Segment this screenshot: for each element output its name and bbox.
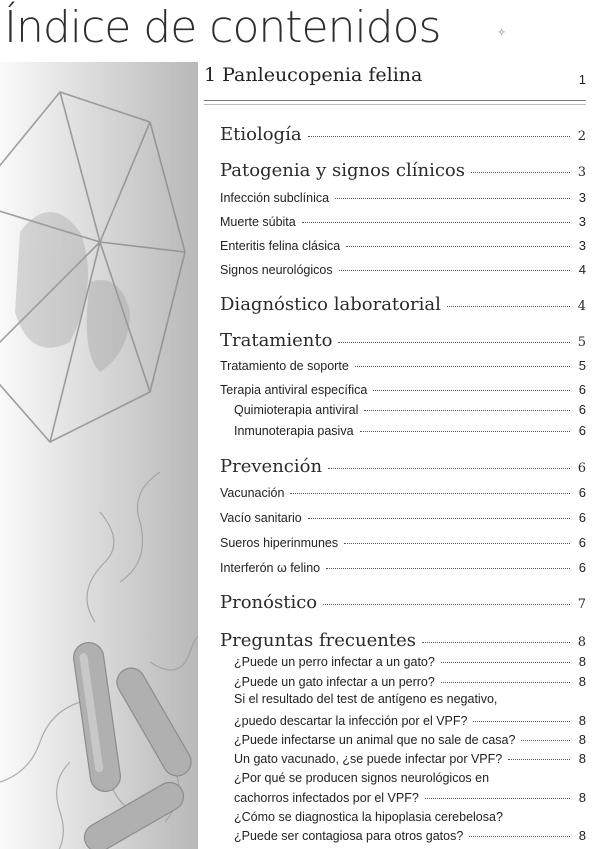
toc-question-8[interactable] xyxy=(234,828,586,843)
toc-entry-label: ¿Puede un perro infectar a un gato? xyxy=(234,655,435,669)
toc-entry-quimioterapia[interactable] xyxy=(234,402,586,417)
toc-entry-infeccion-subclinica[interactable] xyxy=(220,190,586,205)
toc-question-6-line1[interactable]: ¿Por qué se producen signos neurológicos en xyxy=(234,771,490,785)
toc-entry-label: Un gato vacunado, ¿se puede infectar por VPF? xyxy=(234,752,503,766)
page-title: Índice de contenidos xyxy=(4,2,441,53)
dot-leader xyxy=(346,246,570,247)
toc-question-3-line1[interactable]: Si el resultado del test de antígeno es negativo, xyxy=(234,692,498,706)
toc-entry-preguntas[interactable] xyxy=(220,630,586,651)
chapter-title: 1 Panleucopenia felina xyxy=(204,64,423,86)
dot-leader xyxy=(308,136,570,137)
toc-entry-label: Tratamiento de soporte xyxy=(220,359,349,373)
dot-leader xyxy=(323,604,570,605)
toc-entry-label: Enteritis felina clásica xyxy=(220,239,341,253)
toc-entry-label: Pronóstico xyxy=(220,592,318,613)
toc-entry-muerte-subita[interactable] xyxy=(220,214,586,229)
toc-entry-page: 4 xyxy=(577,299,586,314)
dot-leader xyxy=(441,662,570,663)
toc-entry-diagnostico[interactable] xyxy=(220,294,586,315)
dot-leader xyxy=(355,366,570,367)
toc-entry-label: Infección subclínica xyxy=(220,191,330,205)
toc-entry-label: Vacío sanitario xyxy=(220,511,302,525)
toc-entry-sueros[interactable] xyxy=(220,535,586,550)
scan-mark: ✧ xyxy=(497,27,507,39)
dot-leader xyxy=(471,172,570,173)
toc-entry-page: 5 xyxy=(577,335,586,350)
chapter-rule xyxy=(204,100,586,105)
dot-leader xyxy=(344,543,570,544)
toc-entry-page: 8 xyxy=(578,713,586,728)
toc-entry-inmunoterapia[interactable] xyxy=(234,423,586,438)
toc-entry-page: 7 xyxy=(577,597,586,612)
toc-entry-page: 8 xyxy=(578,790,586,805)
toc-entry-label: Interferón ω felino xyxy=(220,561,321,575)
toc-entry-prevencion[interactable] xyxy=(220,456,586,477)
toc-entry-page: 8 xyxy=(578,751,586,766)
dot-leader xyxy=(508,759,570,760)
toc-entry-label: Vacunación xyxy=(220,486,285,500)
toc-entry-label: Quimioterapia antiviral xyxy=(234,403,359,417)
toc-entry-label: ¿puedo descartar la infección por el VPF? xyxy=(234,714,468,728)
toc-entry-page: 8 xyxy=(578,674,586,689)
dot-leader xyxy=(335,198,570,199)
toc-question-1[interactable] xyxy=(234,654,586,669)
toc-entry-etiologia[interactable] xyxy=(220,124,586,145)
toc-entry-label: Patogenia y signos clínicos xyxy=(220,160,465,181)
toc-entry-page: 2 xyxy=(577,129,586,144)
toc-entry-label: Prevención xyxy=(220,456,323,477)
toc-entry-interferon[interactable] xyxy=(220,560,586,575)
toc-entry-label: Inmunoterapia pasiva xyxy=(234,424,354,438)
toc-entry-page: 3 xyxy=(577,165,586,180)
toc-entry-page: 6 xyxy=(578,560,586,575)
toc-entry-label: Terapia antiviral específica xyxy=(220,383,368,397)
dot-leader xyxy=(339,270,570,271)
toc-entry-page: 8 xyxy=(578,732,586,747)
toc-entry-label: Diagnóstico laboratorial xyxy=(220,294,441,315)
toc-question-6[interactable] xyxy=(234,790,586,805)
dot-leader xyxy=(326,568,570,569)
toc-entry-page: 6 xyxy=(578,510,586,525)
toc-entry-label: cachorros infectados por el VPF? xyxy=(234,791,419,805)
toc-entry-page: 6 xyxy=(578,382,586,397)
toc-entry-page: 6 xyxy=(578,485,586,500)
toc-question-4[interactable] xyxy=(234,732,586,747)
toc-entry-page: 3 xyxy=(578,238,586,253)
toc-entry-vacunacion[interactable] xyxy=(220,485,586,500)
dot-leader xyxy=(521,740,570,741)
toc-entry-label: ¿Puede un gato infectar a un perro? xyxy=(234,675,435,689)
dot-leader xyxy=(473,721,570,722)
dot-leader xyxy=(290,493,570,494)
dot-leader xyxy=(302,222,570,223)
toc-entry-label: Etiología xyxy=(220,124,302,145)
dot-leader xyxy=(360,431,570,432)
toc-entry-label: ¿Puede infectarse un animal que no sale de casa? xyxy=(234,733,516,747)
toc-question-7[interactable]: ¿Cómo se diagnostica la hipoplasia cerebelosa? xyxy=(234,810,503,824)
dot-leader xyxy=(373,390,570,391)
dot-leader xyxy=(328,468,570,469)
toc-question-3[interactable] xyxy=(234,713,586,728)
toc-entry-page: 4 xyxy=(578,262,586,277)
toc-question-2[interactable] xyxy=(234,674,586,689)
toc-entry-page: 3 xyxy=(578,214,586,229)
toc-entry-enteritis[interactable] xyxy=(220,238,586,253)
toc-entry-label: Signos neurológicos xyxy=(220,263,333,277)
toc-entry-page: 6 xyxy=(578,535,586,550)
toc-entry-tratamiento-soporte[interactable] xyxy=(220,358,586,373)
dot-leader xyxy=(447,306,570,307)
toc-entry-label: Sueros hiperinmunes xyxy=(220,536,339,550)
dot-leader xyxy=(422,642,570,643)
dot-leader xyxy=(441,682,570,683)
chapter-page-number: 1 xyxy=(578,72,586,87)
chapter-heading[interactable] xyxy=(204,64,586,86)
toc-entry-signos-neurologicos[interactable] xyxy=(220,262,586,277)
dot-leader xyxy=(425,798,570,799)
toc-entry-label: Tratamiento xyxy=(220,330,333,351)
dot-leader xyxy=(338,342,570,343)
toc-entry-terapia-antiviral[interactable] xyxy=(220,382,586,397)
toc-entry-vacio-sanitario[interactable] xyxy=(220,510,586,525)
toc-entry-pronostico[interactable] xyxy=(220,592,586,613)
toc-entry-page: 8 xyxy=(578,828,586,843)
dot-leader xyxy=(308,518,570,519)
toc-entry-page: 6 xyxy=(578,402,586,417)
toc-entry-label: ¿Puede ser contagiosa para otros gatos? xyxy=(234,829,464,843)
toc-entry-patogenia[interactable] xyxy=(220,160,586,181)
toc-entry-page: 8 xyxy=(578,654,586,669)
toc-entry-page: 6 xyxy=(577,461,586,476)
toc-entry-page: 5 xyxy=(578,358,586,373)
dot-leader xyxy=(364,410,570,411)
toc-entry-label: Preguntas frecuentes xyxy=(220,630,416,651)
toc-question-5[interactable] xyxy=(234,751,586,766)
toc-entry-page: 8 xyxy=(577,635,586,650)
toc-entry-tratamiento[interactable] xyxy=(220,330,586,351)
toc-entry-page: 3 xyxy=(578,190,586,205)
toc-entry-label: Muerte súbita xyxy=(220,215,296,229)
toc-entry-page: 6 xyxy=(578,423,586,438)
dot-leader xyxy=(469,836,570,837)
